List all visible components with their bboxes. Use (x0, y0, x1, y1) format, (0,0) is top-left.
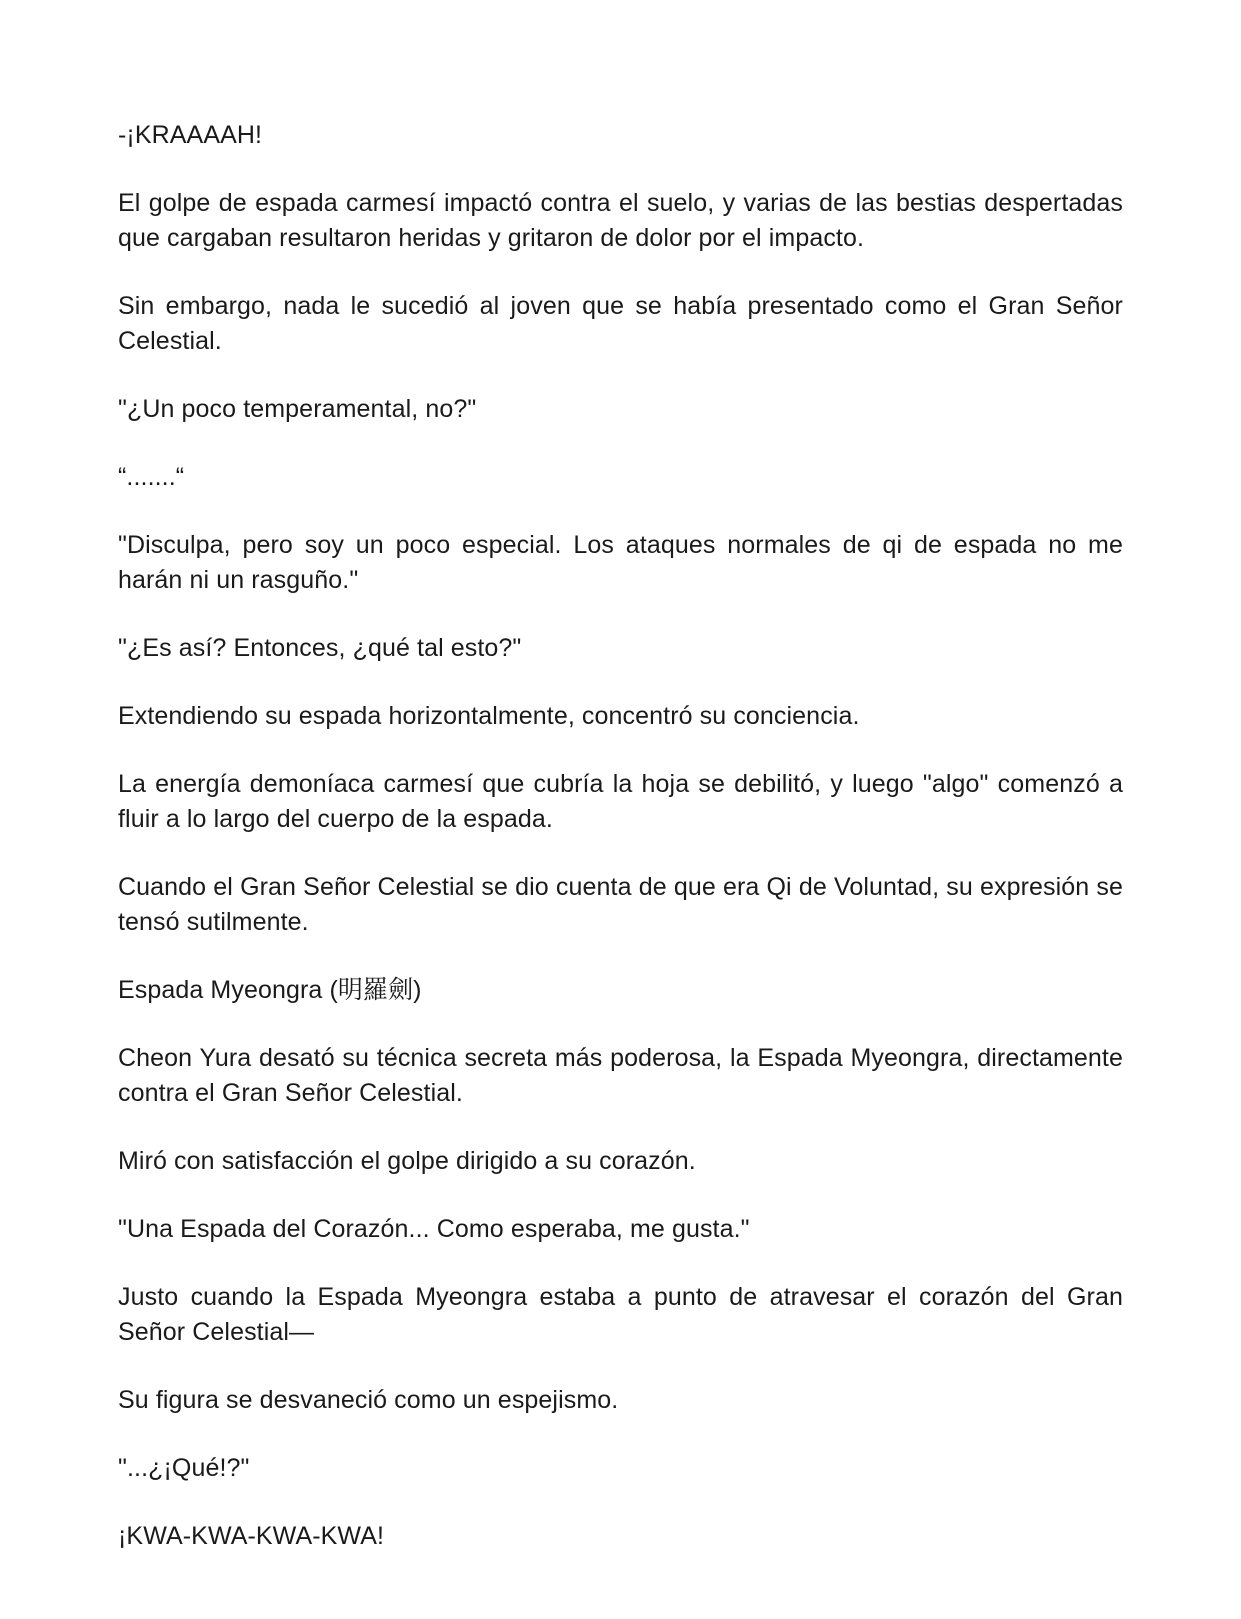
paragraph: Justo cuando la Espada Myeongra estaba a punto de atravesar el corazón del Gran Señor Celestial— (118, 1283, 1123, 1346)
document-body (118, 118, 1123, 1554)
section-heading: Espada Myeongra (明羅劍) (118, 976, 422, 1004)
paragraph: Extendiendo su espada horizontalmente, concentró su conciencia. (118, 702, 860, 730)
paragraph: Su figura se desvaneció como un espejismo. (118, 1386, 619, 1414)
paragraph: "...¿¡Qué!?" (118, 1454, 250, 1482)
paragraph: "¿Un poco temperamental, no?" (118, 395, 477, 423)
paragraph: "¿Es así? Entonces, ¿qué tal esto?" (118, 634, 522, 662)
paragraph: Miró con satisfacción el golpe dirigido a su corazón. (118, 1147, 696, 1175)
paragraph: La energía demoníaca carmesí que cubría la hoja se debilitó, y luego "algo" comenzó a fluir a lo largo del cuerpo de la espada. (118, 770, 1123, 833)
paragraph: “.......“ (118, 463, 185, 491)
paragraph: Cuando el Gran Señor Celestial se dio cuenta de que era Qi de Voluntad, su expresión se tensó sutilmente. (118, 873, 1123, 936)
paragraph: "Una Espada del Corazón... Como esperaba, me gusta." (118, 1215, 750, 1243)
paragraph: "Disculpa, pero soy un poco especial. Los ataques normales de qi de espada no me harán ni un rasguño." (118, 531, 1123, 594)
paragraph: El golpe de espada carmesí impactó contra el suelo, y varias de las bestias despertadas que cargaban resultaron heridas y gritaron de dolor por el impacto. (118, 189, 1123, 252)
paragraph: -¡KRAAAAH! (118, 121, 263, 149)
paragraph: Cheon Yura desató su técnica secreta más poderosa, la Espada Myeongra, directamente contra el Gran Señor Celestial. (118, 1044, 1123, 1107)
paragraph: Sin embargo, nada le sucedió al joven que se había presentado como el Gran Señor Celestial. (118, 292, 1123, 355)
paragraph: ¡KWA-KWA-KWA-KWA! (118, 1522, 385, 1550)
